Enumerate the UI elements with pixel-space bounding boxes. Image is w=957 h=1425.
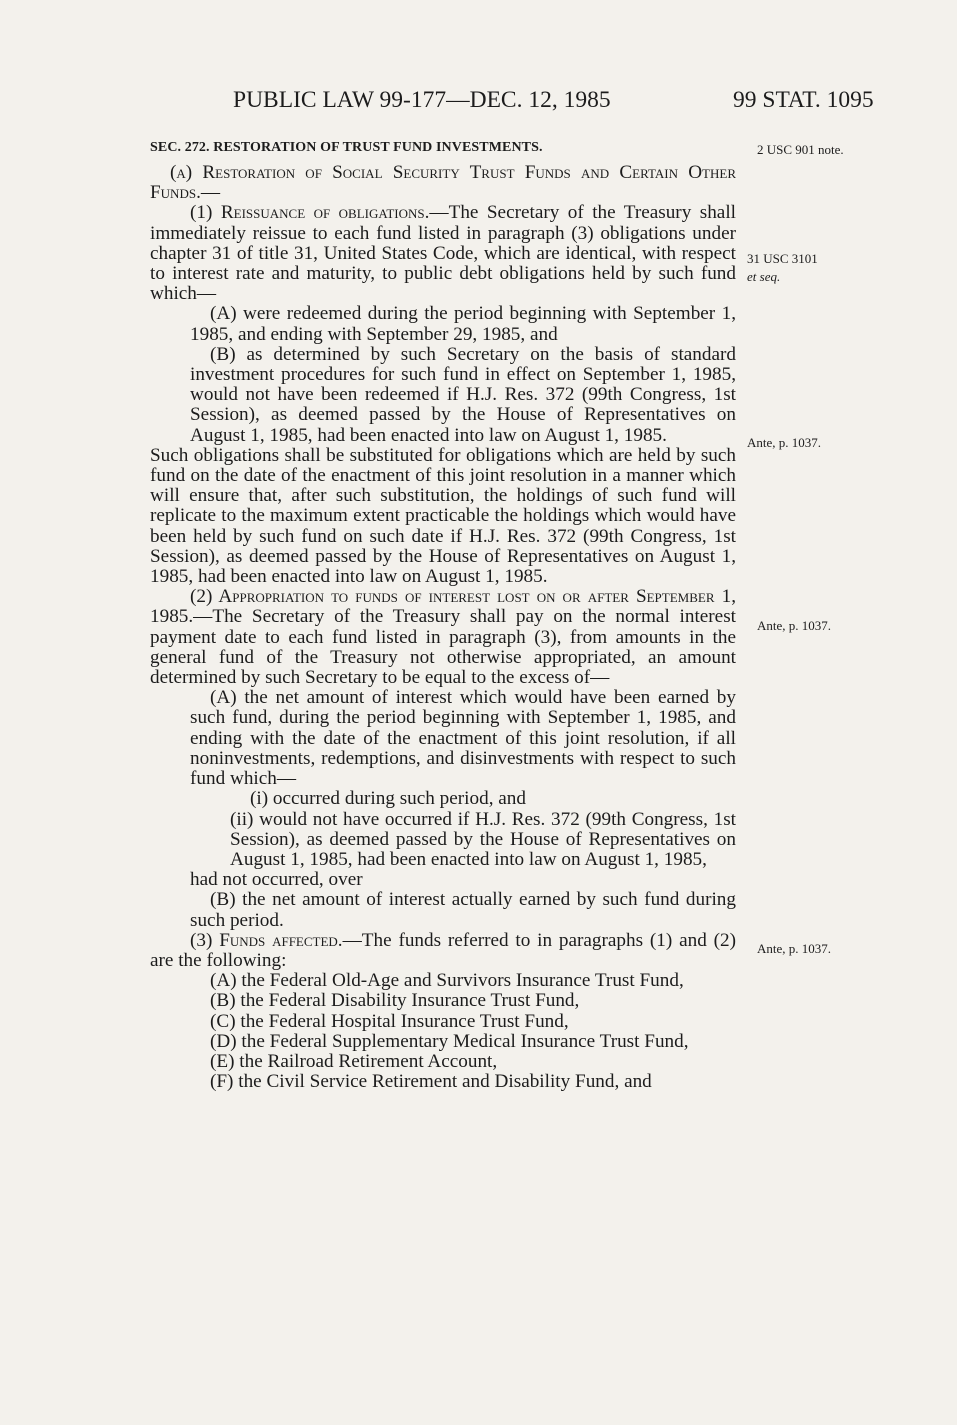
paragraph-3-E: (E) the Railroad Retirement Account, xyxy=(210,1050,498,1072)
paragraph-3-text: —The funds referred to in paragraphs (1) and (2) are the following: xyxy=(150,929,736,971)
paragraph-2-text: —The Secretary of the Treasury shall pay on the normal interest payment date to each fund listed in paragraph (3), from amounts in the general fund of the Treasury not otherwise appropriated, an amount determined by such Secretary to be equal to the excess of— xyxy=(150,606,736,689)
section-heading: SEC. 272. RESTORATION OF TRUST FUND INVESTMENTS. xyxy=(150,140,543,155)
margin-note-usc-901: 2 USC 901 note. xyxy=(757,142,844,157)
paragraph-2-A-ii: (ii) would not have occurred if H.J. Res. 372 (99th Congress, 1st Session), as deemed passed by the House of Representatives on August 1, 1985, had been enacted into law on August 1, 1985, xyxy=(230,808,736,870)
margin-note-ante-2: Ante, p. 1037. xyxy=(757,618,832,633)
paragraph-3-A: (A) the Federal Old-Age and Survivors Insurance Trust Fund, xyxy=(210,970,684,992)
paragraph-2-B: (B) the net amount of interest actually earned by such fund during such period. xyxy=(190,889,736,931)
section-body xyxy=(150,163,736,1092)
paragraph-2-A: (A) the net amount of interest which would have been earned by such fund, during the period beginning with September 1, 1985, and ending with the date of the enactment of this joint resolution, if all noninvestments, redemptions, and disinvestments with respect to such fund which— xyxy=(190,687,736,790)
paragraph-3-C: (C) the Federal Hospital Insurance Trust Fund, xyxy=(210,1010,569,1032)
subsection-a-heading: (a) Restoration of Social Security Trust Funds and Certain Other Funds.— xyxy=(150,162,736,204)
paragraph-2-heading: (2) Appropriation to funds of interest lost on or after September 1, 1985. xyxy=(150,586,736,628)
paragraph-1-text: —The Secretary of the Treasury shall immediately reissue to each fund listed in paragraph (3) obligations under chapter 31 of title 31, United States Code, which are identical, with respect to interest rate and maturity, to public debt obligations held by such fund which— xyxy=(150,202,736,305)
page-header-stat: 99 STAT. 1095 xyxy=(733,87,874,113)
paragraph-2-A-after: had not occurred, over xyxy=(190,869,363,891)
paragraph-1 xyxy=(150,203,736,304)
paragraph-3-D: (D) the Federal Supplementary Medical Insurance Trust Fund, xyxy=(210,1030,689,1052)
paragraph-3-B: (B) the Federal Disability Insurance Trust Fund, xyxy=(210,990,580,1012)
paragraph-1-A: (A) were redeemed during the period beginning with September 1, 1985, and ending with September 29, 1985, and xyxy=(190,303,736,345)
paragraph-3-heading: (3) Funds affected. xyxy=(190,929,343,951)
margin-note-usc-3101: 31 USC 3101 xyxy=(747,251,818,266)
paragraph-1-B: (B) as determined by such Secretary on the basis of standard investment procedures for such fund in effect on September 1, 1985, would not have been redeemed if H.J. Res. 372 (99th Congress, 1st Session), as deemed passed by the House of Representatives on August 1, 1985, had been enacted into law on August 1, 1985. xyxy=(190,343,736,446)
paragraph-3-F: (F) the Civil Service Retirement and Disability Fund, and xyxy=(210,1071,652,1093)
page-header-title: PUBLIC LAW 99-177—DEC. 12, 1985 xyxy=(233,87,611,113)
paragraph-2 xyxy=(150,587,736,688)
paragraph-1-heading: (1) Reissuance of obligations. xyxy=(190,202,430,224)
margin-note-ante-1: Ante, p. 1037. xyxy=(747,435,822,450)
paragraph-3 xyxy=(150,931,736,971)
paragraph-1-after: Such obligations shall be substituted for obligations which are held by such fund on the date of the enactment of this joint resolution in a manner which will ensure that, after such substitution, the holdings of such fund will replicate to the maximum extent practicable the holdings which would have been held by such fund on such date if H.J. Res. 372 (99th Congress, 1st Session), as deemed passed by the House of Representatives on August 1, 1985, had been enacted into law on August 1, 1985. xyxy=(150,444,736,588)
margin-note-et-seq: et seq. xyxy=(747,269,781,284)
paragraph-2-A-i: (i) occurred during such period, and xyxy=(250,788,526,810)
margin-note-ante-3: Ante, p. 1037. xyxy=(757,941,832,956)
